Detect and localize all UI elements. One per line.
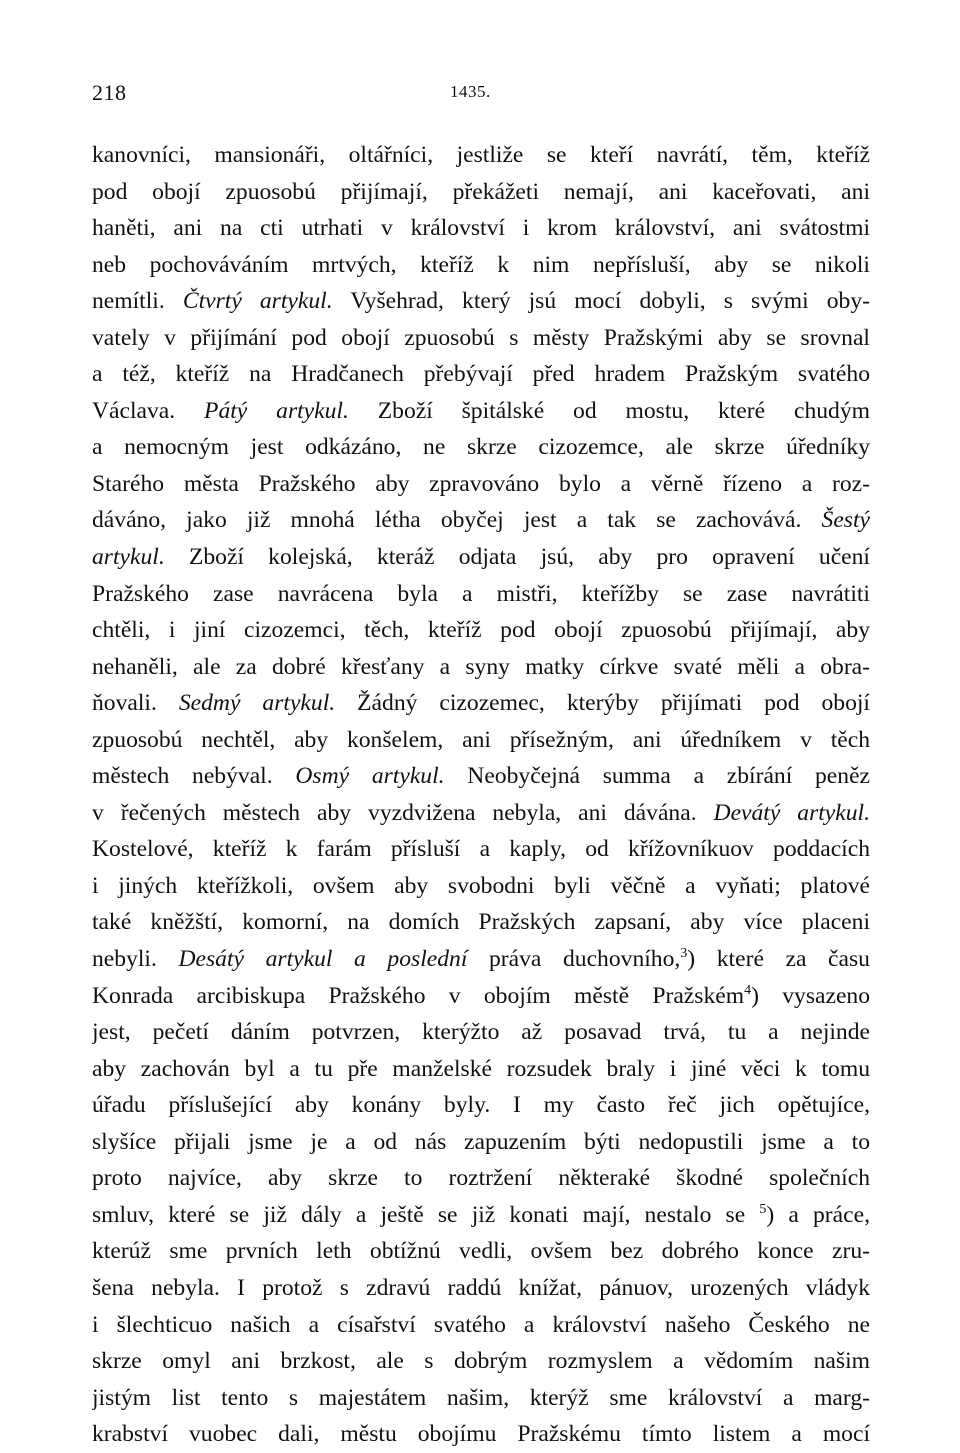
text-line bbox=[92, 1416, 870, 1453]
text-line bbox=[92, 320, 870, 357]
text-line bbox=[92, 247, 870, 284]
page-header bbox=[92, 80, 867, 110]
text-segment: aby zachován byl a tu pře manželské rozsudek braly i jiné věci k tomu bbox=[92, 1055, 870, 1082]
text-line bbox=[92, 1014, 870, 1051]
text-line bbox=[92, 1051, 870, 1088]
text-segment: Zboží špitálské od mostu, které chudým bbox=[348, 397, 870, 424]
text-segment: Neobyčejná summa a zbírání peněz bbox=[444, 763, 870, 790]
italic-heading: Devátý artykul. bbox=[713, 799, 870, 826]
italic-heading: Osmý artykul. bbox=[295, 763, 445, 790]
text-segment: kterúž sme prvních leth obtížnú vedli, ovšem bez dobrého konce zru- bbox=[92, 1238, 870, 1265]
text-segment: pod obojí zpuosobú přijímají, překážeti nemají, ani kaceřovati, ani bbox=[92, 178, 870, 205]
text-line bbox=[92, 1307, 870, 1344]
italic-heading: Sedmý artykul. bbox=[178, 690, 336, 717]
text-segment: Starého města Pražského aby zpravováno bylo a věrně řízeno a roz- bbox=[92, 470, 870, 497]
text-segment: ) vysazeno bbox=[751, 982, 870, 1009]
text-line bbox=[92, 868, 870, 905]
text-line bbox=[92, 831, 870, 868]
text-line bbox=[92, 356, 870, 393]
text-segment: šena nebyla. I protož s zdravú raddú knížat, pánuov, urozených vládyk bbox=[92, 1274, 870, 1301]
footnote-marker: 5 bbox=[759, 1201, 767, 1217]
footnote-marker: 3 bbox=[680, 946, 688, 962]
text-line bbox=[92, 758, 870, 795]
text-segment: Václava. bbox=[92, 397, 205, 424]
text-segment: jistým list tento s majestátem našim, kterýž sme království a marg- bbox=[92, 1384, 870, 1411]
text-line bbox=[92, 466, 870, 503]
text-line bbox=[92, 941, 870, 978]
text-segment: chtěli, i jiní cizozemci, těch, kteříž pod obojí zpuosobú přijímají, aby bbox=[92, 617, 870, 644]
text-segment: nemítli. bbox=[92, 288, 183, 315]
text-line bbox=[92, 904, 870, 941]
text-segment: kanovníci, mansionáři, oltářníci, jestliže se kteří navrátí, těm, kteříž bbox=[92, 142, 870, 168]
text-line bbox=[92, 539, 870, 576]
text-line bbox=[92, 649, 870, 686]
italic-heading: Desátý artykul a poslední bbox=[178, 946, 468, 973]
italic-heading: Pátý artykul. bbox=[204, 397, 349, 424]
text-line bbox=[92, 174, 870, 211]
text-line bbox=[92, 1233, 870, 1270]
text-segment: smluv, které se již dály a ještě se již konati mají, nestalo se bbox=[92, 1201, 760, 1228]
text-segment: proto najvíce, aby skrze to roztržení některaké škodné společních bbox=[92, 1165, 870, 1192]
text-segment: také kněžští, komorní, na domích Pražských zapsaní, aby více placeni bbox=[92, 909, 870, 936]
text-segment: Zboží kolejská, kteráž odjata jsú, aby pro opravení učení bbox=[164, 544, 870, 571]
text-segment: Žádný cizozemec, kterýby přijímati pod obojí bbox=[335, 690, 870, 717]
text-segment: práva duchovního, bbox=[467, 946, 681, 973]
body-text bbox=[92, 137, 870, 1453]
text-line bbox=[92, 576, 870, 613]
text-line bbox=[92, 1343, 870, 1380]
text-line bbox=[92, 1160, 870, 1197]
text-segment: Vyšehrad, který jsú mocí dobyli, s svými oby- bbox=[332, 288, 870, 315]
text-line bbox=[92, 210, 870, 247]
text-segment: jest, pečetí dáním potvrzen, kterýžto až posavad trvá, tu a nejinde bbox=[92, 1019, 870, 1046]
text-line bbox=[92, 1270, 870, 1307]
text-segment: i jiných kteřížkoli, ovšem aby svobodni byli věčně a vyňati; platové bbox=[92, 872, 870, 899]
text-segment: Konrada arcibiskupa Pražského v obojím městě Pražském bbox=[92, 982, 745, 1009]
text-line bbox=[92, 1087, 870, 1124]
text-segment: haněti, ani na cti utrhati v království i krom království, ani svátostmi bbox=[92, 215, 870, 242]
text-segment: ňovali. bbox=[92, 690, 179, 717]
italic-heading: Čtvrtý artykul. bbox=[182, 288, 333, 315]
text-segment: slyšíce přijali jsme je a od nás zapuzením býti nedopustili jsme a to bbox=[92, 1128, 870, 1155]
text-segment: dáváno, jako již mnohá létha obyčej jest a tak se zachovává. bbox=[92, 507, 822, 534]
text-line bbox=[92, 393, 870, 430]
page-number: 218 bbox=[92, 80, 127, 105]
text-line bbox=[92, 612, 870, 649]
text-segment: Pražského zase navrácena byla a mistři, kteřížby se zase navrátiti bbox=[92, 580, 870, 607]
running-head-year: 1435. bbox=[450, 82, 491, 101]
text-segment: Kostelové, kteříž k farám přísluší a kaply, od křížovníkuov poddacích bbox=[92, 836, 870, 863]
text-line bbox=[92, 502, 870, 539]
text-line bbox=[92, 795, 870, 832]
text-line bbox=[92, 685, 870, 722]
text-segment: úřadu příslušející aby konány byly. I my často řeč jich opětujíce, bbox=[92, 1092, 870, 1119]
text-segment: vately v přijímání pod obojí zpuosobú s městy Pražskými aby se srovnal bbox=[92, 324, 870, 351]
text-line bbox=[92, 1197, 870, 1234]
text-segment: krabství vuobec dali, městu obojímu Pražskému tímto listem a mocí bbox=[92, 1421, 870, 1448]
text-segment: městech nebýval. bbox=[92, 763, 296, 790]
text-segment: neb pochováváním mrtvých, kteříž k nim nepřísluší, aby se nikoli bbox=[92, 251, 870, 278]
text-line bbox=[92, 429, 870, 466]
text-line bbox=[92, 137, 870, 174]
text-line bbox=[92, 283, 870, 320]
text-segment: v řečených městech aby vyzdvižena nebyla, ani dávána. bbox=[92, 799, 714, 826]
text-segment: zpuosobú nechtěl, aby konšelem, ani přísežným, ani úředníkem v těch bbox=[92, 726, 870, 753]
text-segment: a nemocným jest odkázáno, ne skrze cizozemce, ale skrze úředníky bbox=[92, 434, 870, 461]
text-segment: skrze omyl ani brzkost, ale s dobrým rozmyslem a vědomím našim bbox=[92, 1348, 870, 1375]
footnote-marker: 4 bbox=[744, 982, 752, 998]
text-segment: nebyli. bbox=[92, 946, 179, 973]
text-line bbox=[92, 1380, 870, 1417]
text-line bbox=[92, 978, 870, 1015]
text-segment: ) které za času bbox=[687, 946, 870, 973]
italic-heading: artykul. bbox=[92, 544, 165, 571]
text-segment: i šlechticuo našich a císařství svatého a království našeho Českého ne bbox=[92, 1311, 870, 1338]
text-segment: nehaněli, ale za dobré křesťany a syny matky církve svaté měli a obra- bbox=[92, 653, 870, 680]
italic-heading: Šestý bbox=[821, 507, 870, 534]
text-segment: a též, kteříž na Hradčanech přebývají před hradem Pražským svatého bbox=[92, 361, 870, 388]
text-line bbox=[92, 1124, 870, 1161]
text-segment: ) a práce, bbox=[766, 1201, 870, 1228]
text-line bbox=[92, 722, 870, 759]
